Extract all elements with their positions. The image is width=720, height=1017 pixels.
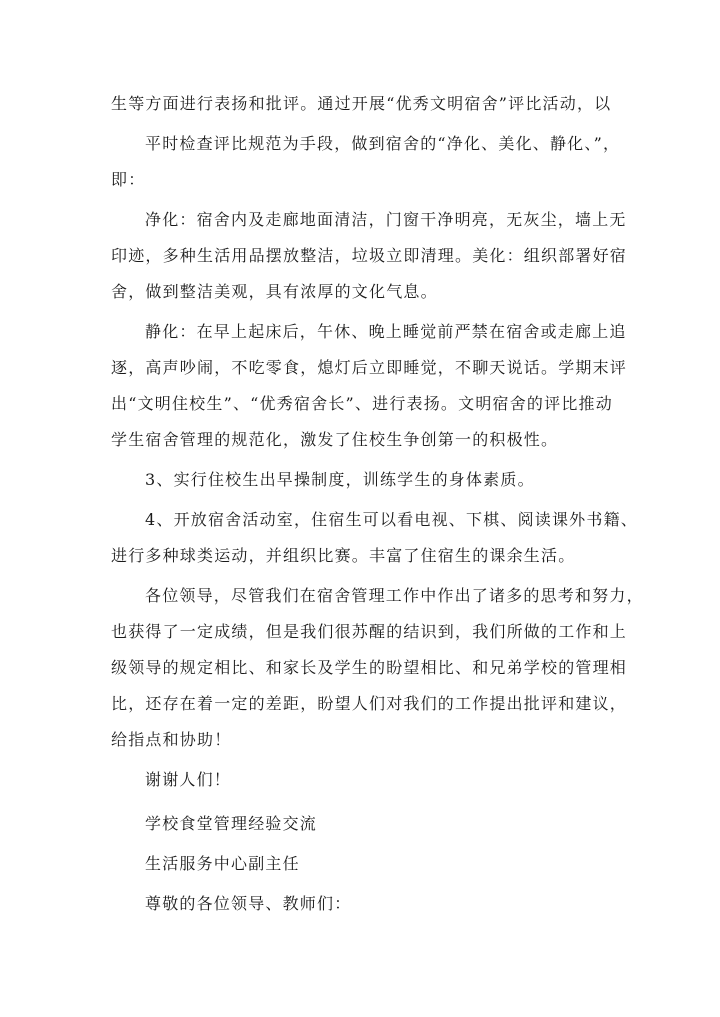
text-line: 舍，做到整洁美观，具有浓厚的文化气息。 xyxy=(111,282,438,301)
text-line: 印迹，多种生活用品摆放整洁，垃圾立即清理。美化：组织部署好宿 xyxy=(111,246,628,265)
text-line: 4、开放宿舍活动室，住宿生可以看电视、下棋、阅读课外书籍、 xyxy=(145,510,638,529)
text-line: 进行多种球类运动，并组织比赛。丰富了住宿生的课余生活。 xyxy=(111,546,576,565)
text-line: 净化：宿舍内及走廊地面清洁，门窗干净明亮，无灰尘，墙上无 xyxy=(145,210,627,229)
author-title: 生活服务中心副主任 xyxy=(145,854,300,873)
text-line: 给指点和协助！ xyxy=(111,730,232,749)
text-line: 平时检查评比规范为手段，做到宿舍的“净化、美化、静化、”， xyxy=(145,134,621,153)
text-line: 静化：在早上起床后，午休、晚上睡觉前严禁在宿舍或走廊上追 xyxy=(145,322,627,341)
text-line: 3、实行住校生出早操制度，训练学生的身体素质。 xyxy=(145,470,535,489)
text-line: 也获得了一定成绩，但是我们很苏醒的结识到，我们所做的工作和上 xyxy=(111,622,628,641)
text-line: 比，还存在着一定的差距，盼望人们对我们的工作提出批评和建议， xyxy=(111,694,628,713)
text-line: 级领导的规定相比、和家长及学生的盼望相比、和兄弟学校的管理相 xyxy=(111,658,628,677)
text-line: 各位领导，尽管我们在宿舍管理工作中作出了诸多的思考和努力， xyxy=(145,586,644,605)
section-title: 学校食堂管理经验交流 xyxy=(145,814,318,833)
text-line: 生等方面进行表扬和批评。通过开展“优秀文明宿舍”评比活动，以 xyxy=(111,94,612,113)
text-line: 学生宿舍管理的规范化，激发了住校生争创第一的积极性。 xyxy=(111,430,559,449)
text-line: 谢谢人们！ xyxy=(145,770,232,789)
text-line: 逐，高声吵闹，不吃零食，熄灯后立即睡觉，不聊天说话。学期末评 xyxy=(111,358,628,377)
salutation: 尊敬的各位领导、教师们： xyxy=(145,894,352,913)
text-line: 即： xyxy=(111,170,146,189)
text-line: 出“文明住校生”、“优秀宿舍长”、进行表扬。文明宿舍的评比推动 xyxy=(111,394,613,413)
